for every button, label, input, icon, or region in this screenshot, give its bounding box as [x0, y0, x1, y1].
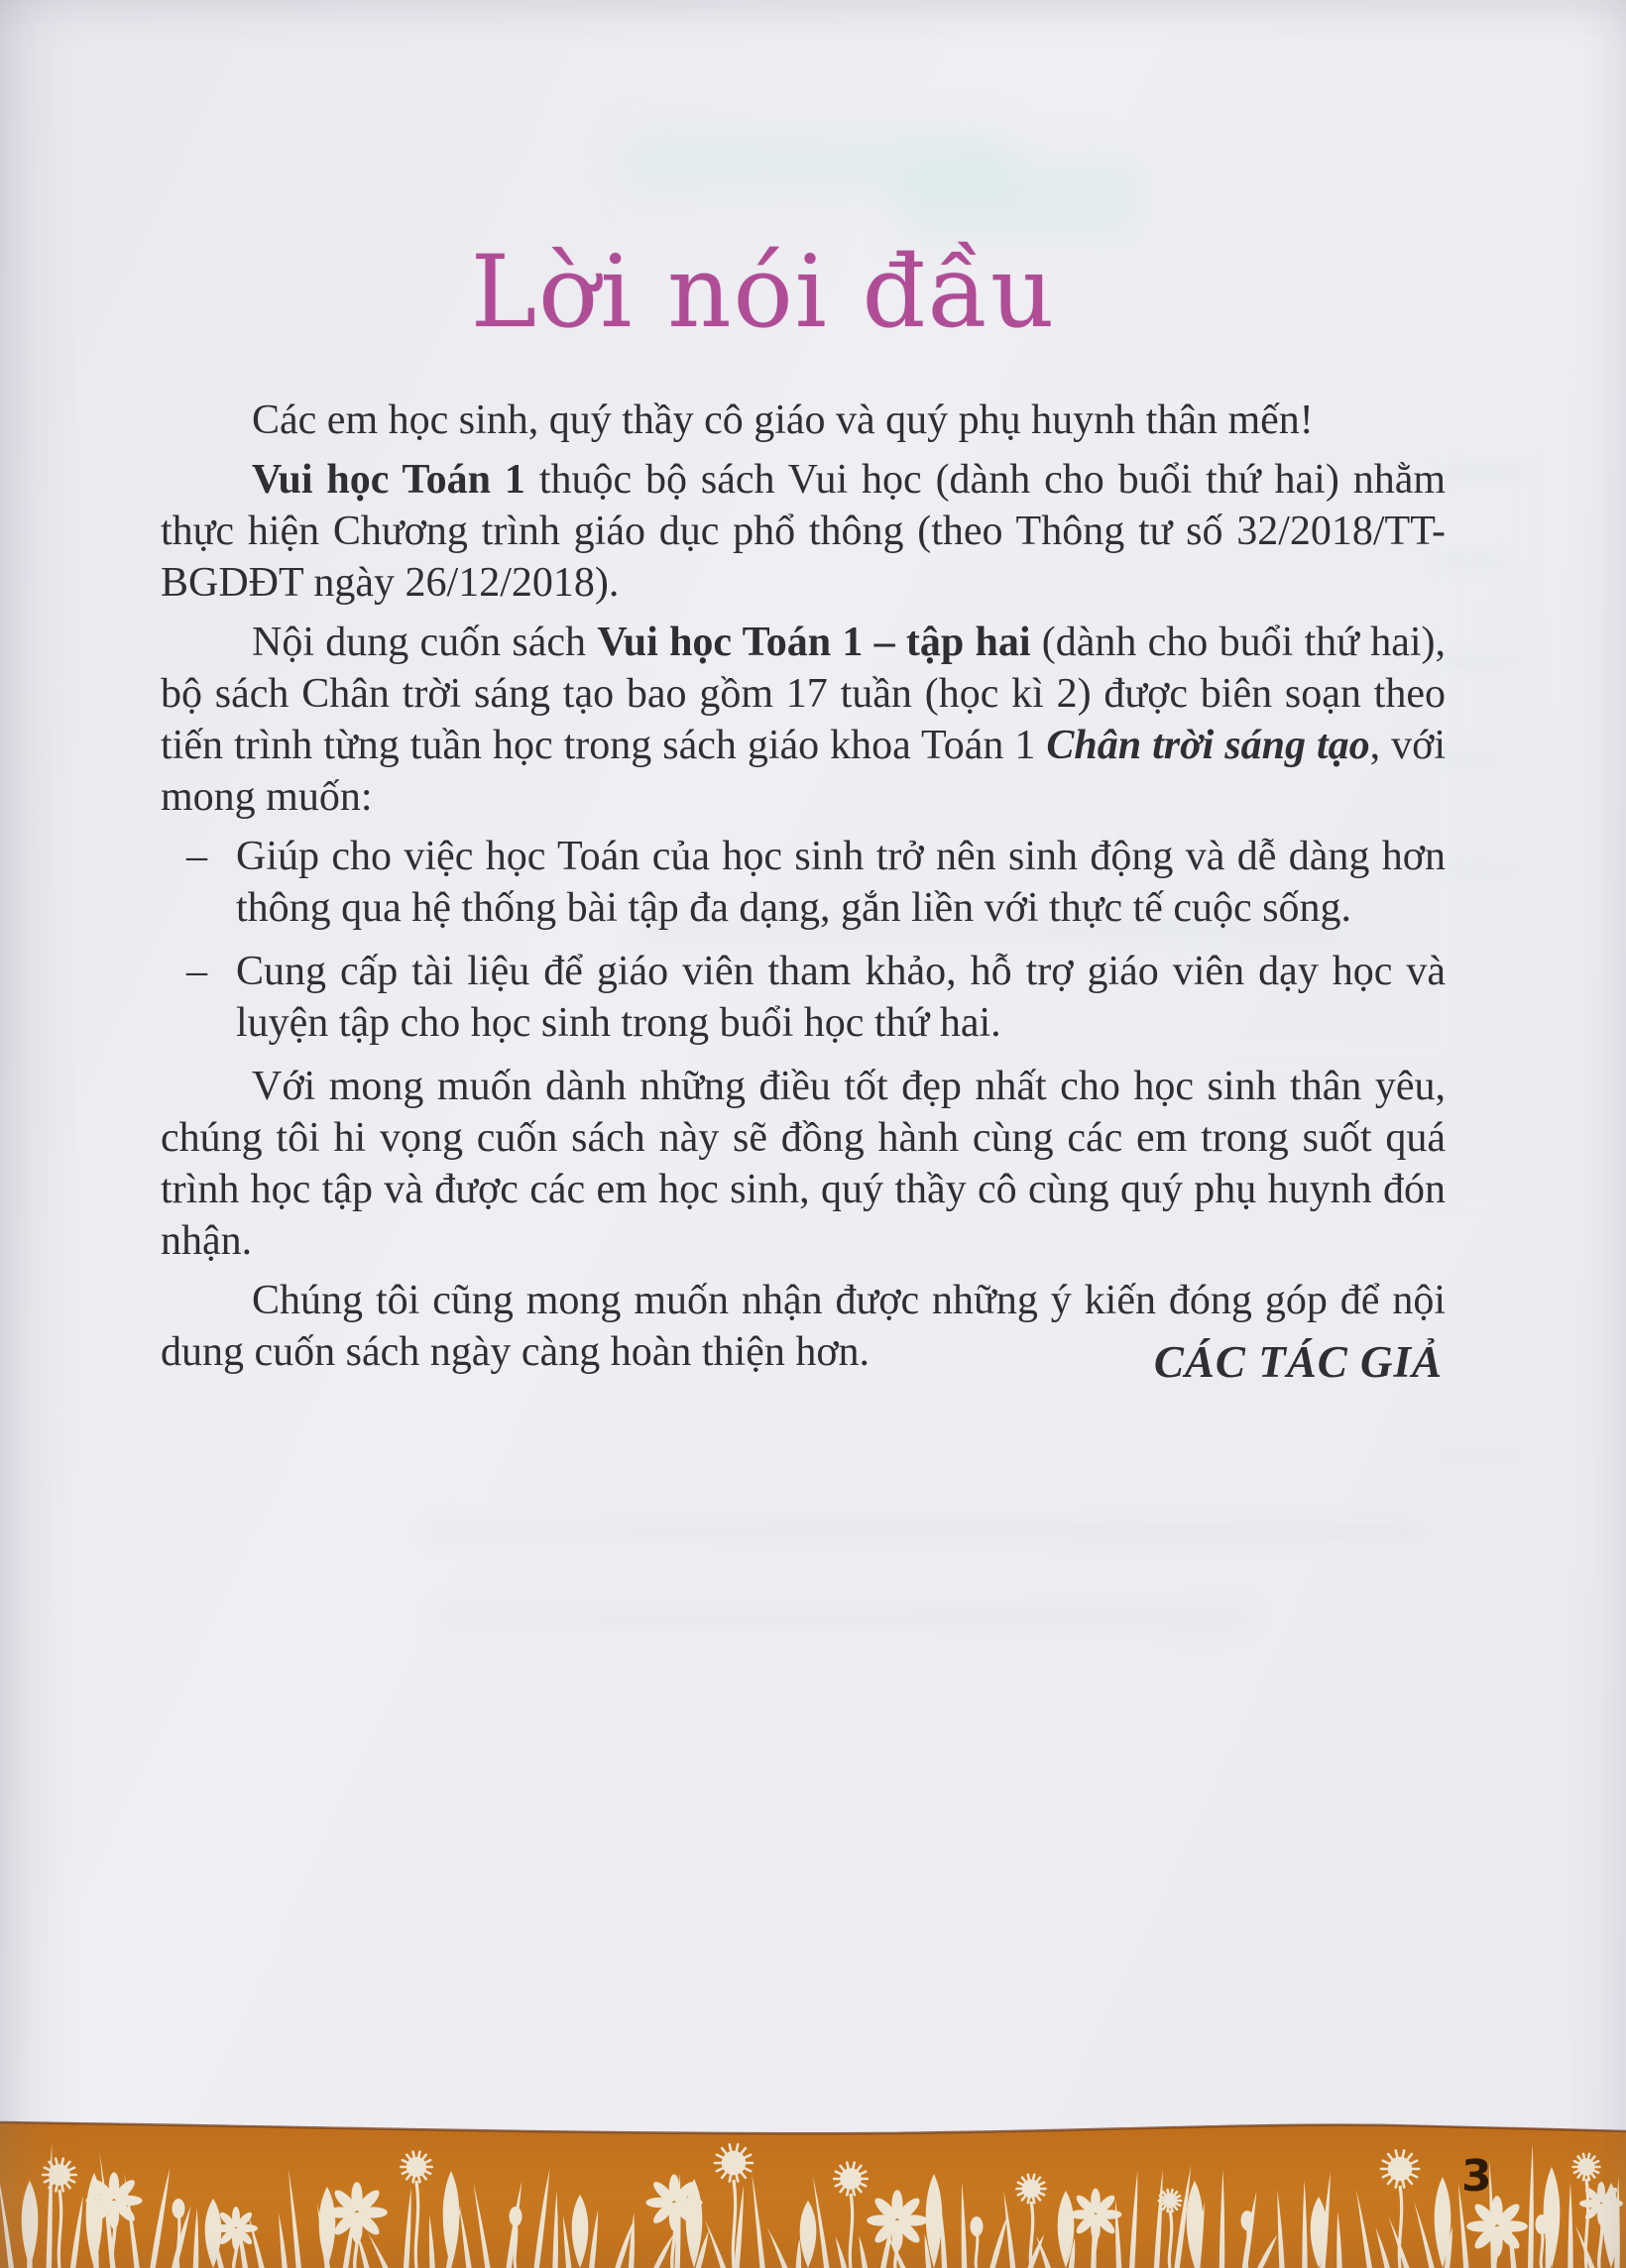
flower-meadow-band [0, 2109, 1626, 2268]
paragraph [161, 946, 1446, 1049]
paragraph [161, 454, 1446, 609]
bleedthrough-smudge [426, 1519, 1428, 1544]
text-run: Với mong muốn dành những điều tốt đẹp nhất cho học sinh thân yêu, chúng tôi hi vọng cuốn sách này sẽ đồng hành cùng các em trong suốt quá trình học tập và được các em học sinh, quý thầy cô cùng quý phụ huynh đón nhận. [161, 1064, 1446, 1264]
bullet-dash: – [186, 834, 207, 879]
text-run: , với mong muốn: [161, 723, 1447, 820]
paragraph [161, 617, 1446, 823]
body-paragraphs [161, 395, 1446, 1386]
bleedthrough-smudge [1438, 1447, 1521, 1461]
bleedthrough-smudge [1440, 466, 1525, 480]
text-run: Cung cấp tài liệu để giáo viên tham khảo, hỗ trợ giáo viên dạy học và luyện tập cho học sinh trong buổi học thứ hai. [236, 949, 1446, 1046]
bleedthrough-smudge [1444, 862, 1519, 876]
page-title: Lời nói đầu [470, 234, 1057, 350]
text-run: Chân trời sáng tạo [1046, 723, 1370, 768]
paragraph [161, 831, 1446, 934]
text-run: (dành cho buổi thứ hai), bộ sách Chân trời sáng tạo bao gồm 17 tuần (học kì 2) được biên soạn theo tiến trình từng tuần học trong sách giáo khoa Toán 1 [161, 620, 1446, 768]
bleedthrough-smudge [1443, 654, 1522, 668]
authors-signature: CÁC TÁC GIẢ [1153, 1337, 1443, 1387]
text-run: thuộc bộ sách Vui học (dành cho buổi thứ hai) nhằm thực hiện Chương trình giáo dục phổ thông (theo Thông tư số 32/2018/TT-BGDĐT ngày 26/12/2018). [161, 457, 1446, 606]
bleedthrough-smudge [1438, 753, 1501, 767]
paragraph [161, 1061, 1446, 1267]
bullet-dash: – [186, 949, 207, 994]
bleedthrough-smudge [620, 127, 1016, 198]
paragraph [161, 395, 1446, 446]
text-run: Vui học Toán 1 – tập hai [597, 620, 1031, 665]
bleedthrough-smudge [436, 1604, 1249, 1630]
text-run: Các em học sinh, quý thầy cô giáo và quý phụ huynh thân mến! [252, 397, 1314, 443]
text-run: Nội dung cuốn sách [252, 620, 598, 665]
text-run: Giúp cho việc học Toán của học sinh trở nên sinh động và dễ dàng hơn thông qua hệ thống bài tập đa dạng, gắn liền với thực tế cuộc sống. [236, 834, 1446, 931]
text-run: Chúng tôi cũng mong muốn nhận được những ý kiến đóng góp để nội dung cuốn sách ngày càng hoàn thiện hơn. [161, 1278, 1446, 1375]
text-run: Vui học Toán 1 [252, 457, 525, 503]
page-number: 3 [1461, 2151, 1492, 2202]
bleedthrough-smudge [1436, 555, 1505, 569]
